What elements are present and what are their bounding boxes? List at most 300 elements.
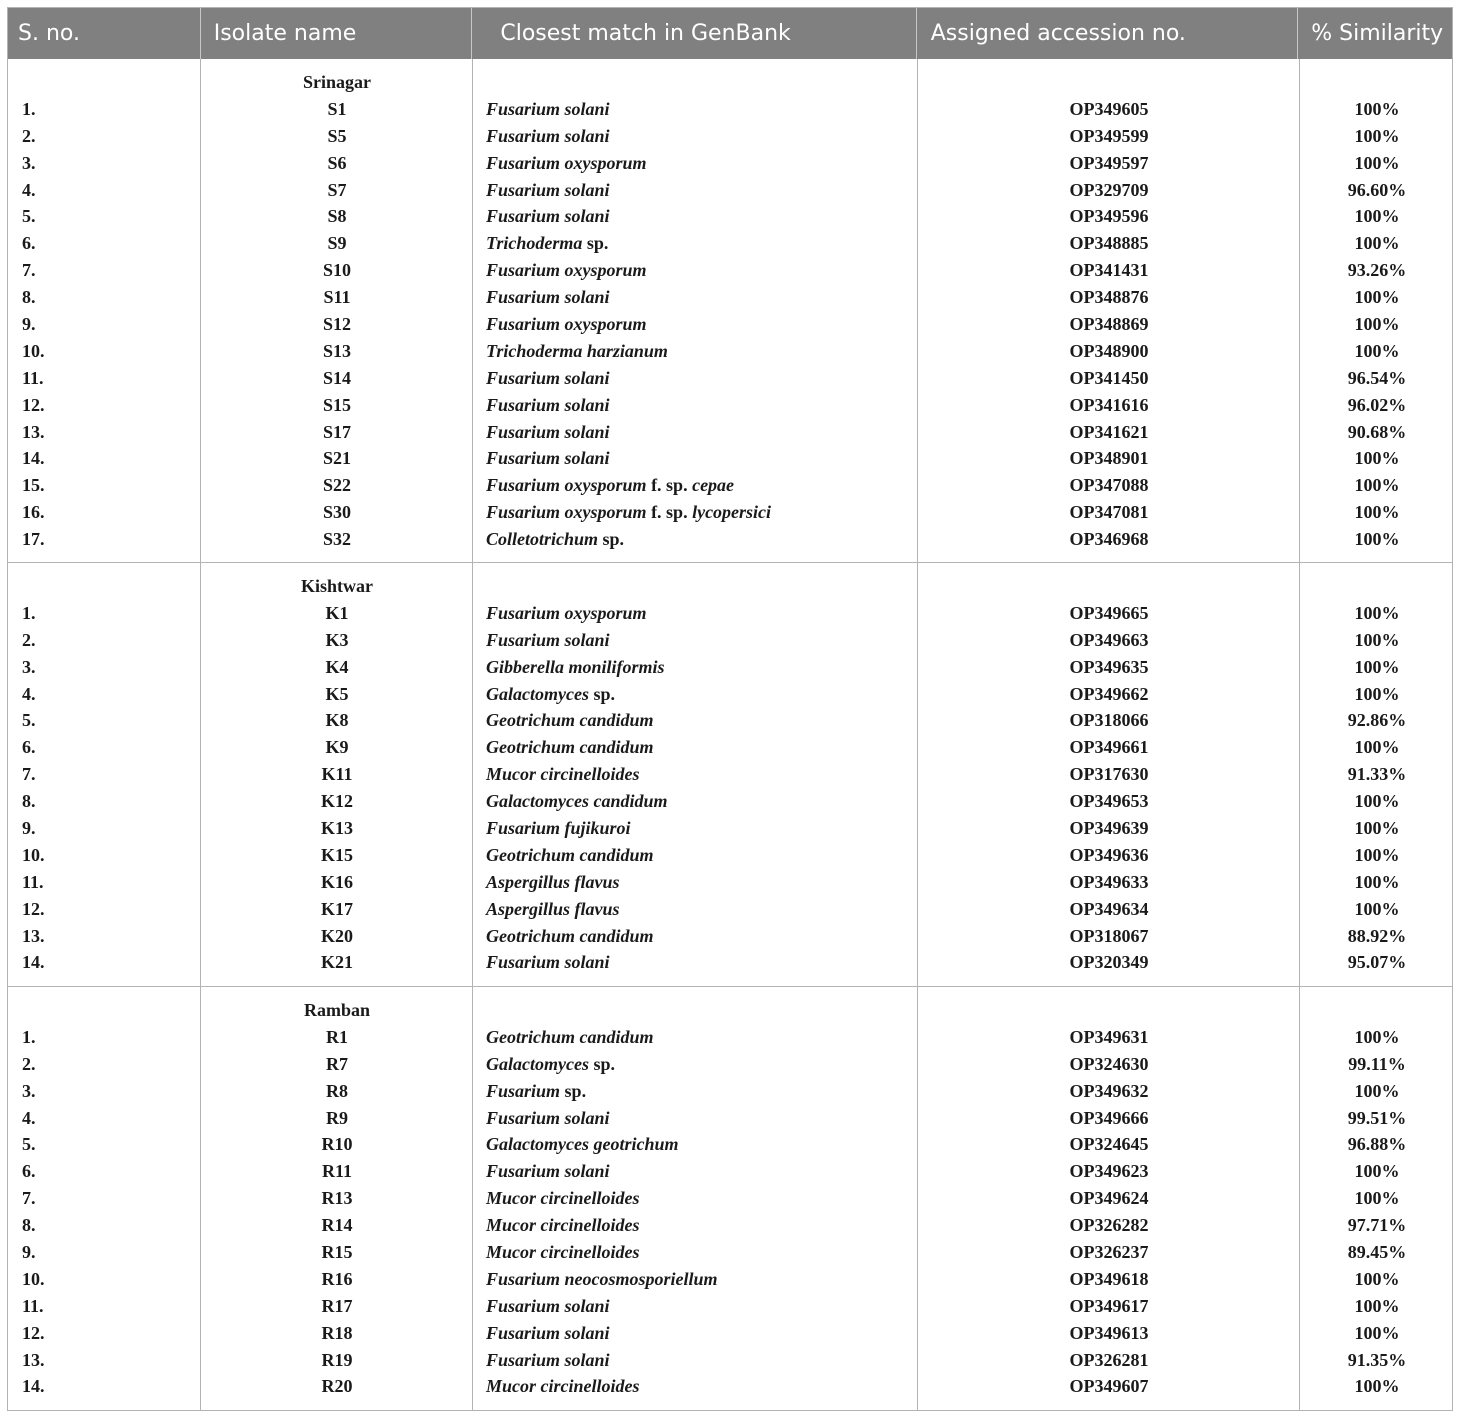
table-row [8, 761, 1453, 788]
serial-number: 9. [22, 818, 36, 839]
header-accession: Assigned accession no. [917, 8, 1298, 59]
table-row [8, 392, 1453, 419]
similarity-value: 99.51% [1347, 1107, 1407, 1128]
closest-match [473, 1024, 918, 1051]
species-name: Fusarium oxysporum [486, 314, 647, 335]
species-qualifier: f. sp. [646, 475, 693, 496]
similarity-value: 100% [1354, 737, 1400, 758]
accession-number: OP341616 [1069, 394, 1149, 415]
accession-number: OP348901 [1069, 448, 1149, 469]
table-row [8, 654, 1453, 681]
closest-match [473, 923, 918, 950]
table-row [8, 1293, 1453, 1320]
species-name: Galactomyces geotrichum [486, 1134, 679, 1155]
species-name: Mucor circinelloides [486, 1376, 640, 1397]
closest-match [473, 203, 918, 230]
accession-number: OP326282 [1069, 1215, 1149, 1236]
isolate-name: S9 [327, 233, 347, 254]
table-row [8, 230, 1453, 257]
species-name: Fusarium solani [486, 1322, 610, 1343]
similarity-value: 100% [1354, 125, 1400, 146]
isolate-name: R19 [321, 1349, 353, 1370]
serial-number: 10. [22, 340, 45, 361]
isolate-name: S15 [322, 394, 351, 415]
serial-number: 10. [22, 1268, 45, 1289]
isolate-name: R9 [326, 1107, 348, 1128]
similarity-value: 99.11% [1348, 1053, 1406, 1074]
serial-number: 3. [22, 656, 36, 677]
serial-number: 4. [22, 1107, 36, 1128]
table-row [8, 203, 1453, 230]
species-qualifier: f. sp. [646, 502, 693, 523]
closest-match [473, 681, 918, 708]
table-row [8, 257, 1453, 284]
closest-match [473, 472, 918, 499]
species-name: Fusarium solani [486, 1349, 610, 1370]
table-row [8, 526, 1453, 553]
isolate-name: S6 [327, 152, 347, 173]
forma-specialis: lycopersici [692, 502, 772, 523]
table-row [8, 1158, 1453, 1185]
accession-number: OP326237 [1069, 1242, 1149, 1263]
group-rows [8, 987, 1453, 1400]
table-row [8, 923, 1453, 950]
species-name: Fusarium solani [486, 448, 610, 469]
isolate-name: S17 [322, 421, 351, 442]
serial-number: 16. [22, 502, 45, 523]
similarity-value: 100% [1354, 898, 1400, 919]
accession-number: OP348885 [1069, 233, 1149, 254]
table-body [8, 59, 1452, 1411]
species-name: Fusarium solani [486, 629, 610, 650]
serial-number: 1. [22, 1026, 36, 1047]
species-qualifier: sp. [598, 529, 625, 550]
isolate-name: K11 [321, 764, 353, 785]
accession-number: OP349607 [1069, 1376, 1149, 1397]
similarity-value: 100% [1354, 233, 1400, 254]
species-qualifier: sp. [560, 1080, 587, 1101]
species-name: Galactomyces [486, 683, 589, 704]
table-row [8, 896, 1453, 923]
location-row [8, 573, 1453, 600]
table-row [8, 842, 1453, 869]
similarity-value: 100% [1354, 1376, 1400, 1397]
closest-match [473, 150, 918, 177]
similarity-value: 100% [1354, 1026, 1400, 1047]
table-row [8, 177, 1453, 204]
similarity-value: 100% [1354, 206, 1400, 227]
closest-match [473, 627, 918, 654]
table-row [8, 707, 1453, 734]
table-row [8, 949, 1453, 976]
group-rows [8, 563, 1453, 976]
location-name: Ramban [303, 1000, 370, 1020]
closest-match [473, 1185, 918, 1212]
species-name: Fusarium [486, 1080, 561, 1101]
table-row [8, 869, 1453, 896]
similarity-value: 96.54% [1347, 367, 1407, 388]
species-name: Trichoderma harzianum [486, 340, 668, 361]
table-row [8, 123, 1453, 150]
similarity-value: 100% [1354, 1295, 1400, 1316]
serial-number: 7. [22, 1188, 36, 1209]
species-name: Mucor circinelloides [486, 1188, 640, 1209]
closest-match [473, 1320, 918, 1347]
similarity-value: 97.71% [1347, 1215, 1407, 1236]
isolate-name: S21 [322, 448, 351, 469]
accession-number: OP341450 [1069, 367, 1149, 388]
closest-match [473, 419, 918, 446]
closest-match [473, 1051, 918, 1078]
similarity-value: 100% [1354, 683, 1400, 704]
species-name: Fusarium solani [486, 421, 610, 442]
species-qualifier: sp. [588, 683, 615, 704]
table-row [8, 150, 1453, 177]
species-name: Fusarium oxysporum [486, 475, 647, 496]
isolate-name: K3 [325, 629, 349, 650]
table-row [8, 1185, 1453, 1212]
serial-number: 12. [22, 1322, 45, 1343]
accession-number: OP349632 [1069, 1080, 1149, 1101]
table-row [8, 1105, 1453, 1132]
accession-number: OP349633 [1069, 871, 1149, 892]
accession-number: OP348869 [1069, 314, 1149, 335]
isolate-name: K9 [325, 737, 349, 758]
species-name: Mucor circinelloides [486, 1242, 640, 1263]
table-row [8, 365, 1453, 392]
similarity-value: 96.88% [1347, 1134, 1407, 1155]
serial-number: 6. [22, 1161, 36, 1182]
closest-match [473, 1158, 918, 1185]
table-row [8, 734, 1453, 761]
isolate-name: R13 [321, 1188, 353, 1209]
serial-number: 11. [22, 871, 44, 892]
closest-match [473, 1239, 918, 1266]
species-name: Geotrichum candidum [486, 844, 654, 865]
table-row [8, 338, 1453, 365]
species-name: Geotrichum candidum [486, 710, 654, 731]
accession-number: OP349662 [1069, 683, 1149, 704]
similarity-value: 100% [1354, 502, 1400, 523]
closest-match [473, 96, 918, 123]
serial-number: 8. [22, 287, 36, 308]
isolate-name: S11 [323, 287, 351, 308]
table-row [8, 1266, 1453, 1293]
isolate-name: S14 [322, 367, 351, 388]
serial-number: 7. [22, 764, 36, 785]
isolate-name: K16 [320, 871, 353, 892]
table-row [8, 445, 1453, 472]
accession-number: OP349635 [1069, 656, 1149, 677]
serial-number: 7. [22, 260, 36, 281]
table-row [8, 419, 1453, 446]
table-row [8, 1131, 1453, 1158]
closest-match [473, 734, 918, 761]
similarity-value: 91.35% [1347, 1349, 1407, 1370]
species-qualifier: sp. [582, 233, 609, 254]
isolate-name: R18 [321, 1322, 353, 1343]
accession-number: OP349617 [1069, 1295, 1149, 1316]
isolate-name: R1 [326, 1026, 348, 1047]
table-row [8, 311, 1453, 338]
table-row [8, 627, 1453, 654]
similarity-value: 100% [1354, 152, 1400, 173]
serial-number: 5. [22, 1134, 36, 1155]
closest-match [473, 1293, 918, 1320]
species-name: Fusarium oxysporum [486, 152, 647, 173]
similarity-value: 100% [1354, 340, 1400, 361]
closest-match [473, 788, 918, 815]
isolate-name: K21 [320, 952, 353, 973]
similarity-value: 95.07% [1347, 952, 1407, 973]
isolate-name: K17 [320, 898, 353, 919]
closest-match [473, 257, 918, 284]
serial-number: 11. [22, 367, 44, 388]
closest-match [473, 123, 918, 150]
species-name: Fusarium oxysporum [486, 602, 647, 623]
location-name: Srinagar [302, 72, 371, 92]
table-row [8, 1078, 1453, 1105]
serial-number: 12. [22, 394, 45, 415]
serial-number: 10. [22, 844, 45, 865]
serial-number: 1. [22, 98, 36, 119]
isolates-table [7, 7, 1453, 1411]
isolate-name: S8 [327, 206, 347, 227]
accession-number: OP326281 [1069, 1349, 1149, 1370]
accession-number: OP349665 [1069, 602, 1149, 623]
species-name: Fusarium solani [486, 1295, 610, 1316]
table-row [8, 1212, 1453, 1239]
accession-number: OP318067 [1069, 925, 1149, 946]
accession-number: OP348900 [1069, 340, 1149, 361]
closest-match [473, 654, 918, 681]
similarity-value: 100% [1354, 656, 1400, 677]
closest-match [473, 949, 918, 976]
location-group [8, 59, 1452, 562]
similarity-value: 100% [1354, 1188, 1400, 1209]
species-name: Fusarium solani [486, 287, 610, 308]
table-row [8, 472, 1453, 499]
closest-match [473, 365, 918, 392]
accession-number: OP324630 [1069, 1053, 1149, 1074]
closest-match [473, 1105, 918, 1132]
accession-number: OP329709 [1069, 179, 1149, 200]
serial-number: 6. [22, 737, 36, 758]
closest-match [473, 1078, 918, 1105]
similarity-value: 100% [1354, 629, 1400, 650]
accession-number: OP320349 [1069, 952, 1149, 973]
table-row [8, 1347, 1453, 1374]
similarity-value: 89.45% [1347, 1242, 1407, 1263]
similarity-value: 90.68% [1347, 421, 1407, 442]
header-isolate-name: Isolate name [201, 8, 473, 59]
accession-number: OP349624 [1069, 1188, 1149, 1209]
serial-number: 9. [22, 1242, 36, 1263]
similarity-value: 100% [1354, 529, 1400, 550]
accession-number: OP346968 [1069, 529, 1149, 550]
accession-number: OP349623 [1069, 1161, 1149, 1182]
isolate-name: R10 [321, 1134, 353, 1155]
table-row [8, 1239, 1453, 1266]
serial-number: 9. [22, 314, 36, 335]
serial-number: 2. [22, 1053, 36, 1074]
closest-match [473, 338, 918, 365]
table-row [8, 788, 1453, 815]
accession-number: OP349661 [1069, 737, 1149, 758]
species-name: Fusarium solani [486, 1161, 610, 1182]
similarity-value: 91.33% [1347, 764, 1407, 785]
species-name: Fusarium solani [486, 125, 610, 146]
species-name: Fusarium solani [486, 206, 610, 227]
group-rows [8, 59, 1453, 553]
header-similarity: % Similarity [1311, 21, 1444, 46]
species-name: Geotrichum candidum [486, 925, 654, 946]
isolate-name: S22 [322, 475, 351, 496]
species-name: Aspergillus flavus [486, 898, 620, 919]
accession-number: OP349596 [1069, 206, 1149, 227]
closest-match [473, 1131, 918, 1158]
similarity-value: 100% [1354, 287, 1400, 308]
serial-number: 4. [22, 683, 36, 704]
serial-number: 5. [22, 710, 36, 731]
similarity-value: 100% [1354, 98, 1400, 119]
table-row [8, 815, 1453, 842]
accession-number: OP349631 [1069, 1026, 1149, 1047]
closest-match [473, 1212, 918, 1239]
serial-number: 14. [22, 448, 45, 469]
similarity-value: 100% [1354, 871, 1400, 892]
isolate-name: K12 [320, 791, 353, 812]
table-row [8, 284, 1453, 311]
table-row [8, 1373, 1453, 1400]
isolate-name: S13 [322, 340, 351, 361]
accession-number: OP349639 [1069, 818, 1149, 839]
closest-match [473, 499, 918, 526]
closest-match [473, 177, 918, 204]
serial-number: 17. [22, 529, 45, 550]
isolate-name: R15 [321, 1242, 353, 1263]
isolate-name: K8 [325, 710, 349, 731]
accession-number: OP349599 [1069, 125, 1149, 146]
accession-number: OP341431 [1069, 260, 1149, 281]
isolate-name: K4 [325, 656, 349, 677]
closest-match [473, 707, 918, 734]
similarity-value: 100% [1354, 818, 1400, 839]
serial-number: 13. [22, 421, 45, 442]
table-row [8, 1320, 1453, 1347]
similarity-value: 100% [1354, 1268, 1400, 1289]
serial-number: 6. [22, 233, 36, 254]
accession-number: OP347088 [1069, 475, 1149, 496]
species-name: Mucor circinelloides [486, 764, 640, 785]
closest-match [473, 230, 918, 257]
location-name: Kishtwar [301, 576, 373, 596]
table-row [8, 1051, 1453, 1078]
species-name: Fusarium solani [486, 98, 610, 119]
isolate-name: K15 [320, 844, 353, 865]
similarity-value: 88.92% [1347, 925, 1407, 946]
similarity-value: 100% [1354, 844, 1400, 865]
species-name: Geotrichum candidum [486, 737, 654, 758]
isolate-name: R11 [321, 1161, 352, 1182]
species-name: Fusarium solani [486, 952, 610, 973]
species-name: Fusarium oxysporum [486, 502, 647, 523]
closest-match [473, 842, 918, 869]
similarity-value: 100% [1354, 448, 1400, 469]
table-row [8, 600, 1453, 627]
species-name: Colletotrichum [486, 529, 599, 550]
isolate-name: S10 [322, 260, 351, 281]
location-group [8, 562, 1452, 986]
table-row [8, 96, 1453, 123]
serial-number: 14. [22, 952, 45, 973]
isolate-name: R16 [321, 1268, 353, 1289]
isolate-name: K1 [325, 602, 349, 623]
species-name: Trichoderma [486, 233, 583, 254]
closest-match [473, 1266, 918, 1293]
closest-match [473, 392, 918, 419]
serial-number: 12. [22, 898, 45, 919]
serial-number: 8. [22, 1215, 36, 1236]
species-name: Fusarium solani [486, 367, 610, 388]
table-row [8, 1024, 1453, 1051]
accession-number: OP349666 [1069, 1107, 1149, 1128]
isolate-name: R17 [321, 1295, 353, 1316]
species-name: Galactomyces candidum [486, 791, 668, 812]
closest-match [473, 284, 918, 311]
accession-number: OP349613 [1069, 1322, 1149, 1343]
isolate-name: S12 [322, 314, 351, 335]
accession-number: OP349663 [1069, 629, 1149, 650]
species-name: Geotrichum candidum [486, 1026, 654, 1047]
serial-number: 13. [22, 925, 45, 946]
closest-match [473, 896, 918, 923]
similarity-value: 96.02% [1347, 394, 1407, 415]
serial-number: 2. [22, 629, 36, 650]
closest-match [473, 311, 918, 338]
similarity-value: 100% [1354, 1080, 1400, 1101]
accession-number: OP349653 [1069, 791, 1149, 812]
species-name: Gibberella moniliformis [486, 656, 665, 677]
location-row [8, 69, 1453, 96]
similarity-value: 100% [1354, 475, 1400, 496]
isolate-name: S7 [327, 179, 347, 200]
isolate-name: K20 [320, 925, 353, 946]
serial-number: 2. [22, 125, 36, 146]
species-name: Aspergillus flavus [486, 871, 620, 892]
similarity-value: 92.86% [1347, 710, 1407, 731]
species-name: Galactomyces [486, 1053, 589, 1074]
species-name: Fusarium oxysporum [486, 260, 647, 281]
location-row [8, 997, 1453, 1024]
species-name: Fusarium solani [486, 1107, 610, 1128]
serial-number: 4. [22, 179, 36, 200]
similarity-value: 100% [1354, 602, 1400, 623]
accession-number: OP348876 [1069, 287, 1149, 308]
species-name: Fusarium solani [486, 179, 610, 200]
accession-number: OP349618 [1069, 1268, 1149, 1289]
species-name: Fusarium neocosmosporiellum [486, 1268, 718, 1289]
species-name: Fusarium solani [486, 394, 610, 415]
serial-number: 5. [22, 206, 36, 227]
serial-number: 3. [22, 152, 36, 173]
forma-specialis: cepae [692, 475, 735, 496]
table-header [8, 8, 1452, 59]
closest-match [473, 526, 918, 553]
closest-match [473, 761, 918, 788]
accession-number: OP349605 [1069, 98, 1149, 119]
table-row [8, 499, 1453, 526]
